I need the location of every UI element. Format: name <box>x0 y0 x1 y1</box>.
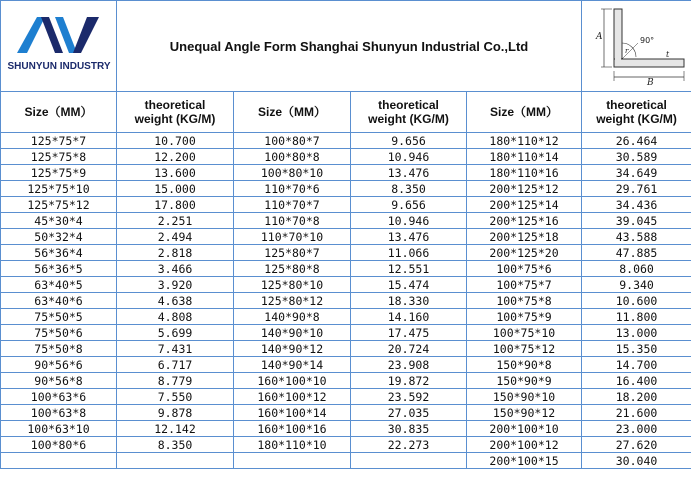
size-cell: 45*30*4 <box>1 213 117 229</box>
column-header-row <box>1 92 691 133</box>
weight-cell: 23.000 <box>582 421 691 437</box>
weight-cell: 29.761 <box>582 181 691 197</box>
table-row <box>1 245 691 261</box>
table-row <box>1 341 691 357</box>
weight-cell: 17.800 <box>117 197 234 213</box>
table-row <box>1 405 691 421</box>
weight-cell: 30.040 <box>582 453 691 469</box>
size-cell: 140*90*12 <box>234 341 351 357</box>
size-cell: 180*110*12 <box>467 133 582 149</box>
size-cell: 125*75*7 <box>1 133 117 149</box>
weight-cell: 43.588 <box>582 229 691 245</box>
weight-cell: 27.620 <box>582 437 691 453</box>
weight-cell: 4.638 <box>117 293 234 309</box>
weight-cell: 14.160 <box>351 309 467 325</box>
size-cell: 110*70*6 <box>234 181 351 197</box>
weight-cell: 18.330 <box>351 293 467 309</box>
size-cell <box>1 453 117 469</box>
table-row <box>1 149 691 165</box>
size-cell: 180*110*16 <box>467 165 582 181</box>
size-cell: 100*75*10 <box>467 325 582 341</box>
size-cell: 100*63*8 <box>1 405 117 421</box>
size-cell: 90*56*6 <box>1 357 117 373</box>
size-cell: 100*80*6 <box>1 437 117 453</box>
size-cell: 110*70*7 <box>234 197 351 213</box>
size-cell: 125*75*9 <box>1 165 117 181</box>
size-cell: 200*100*15 <box>467 453 582 469</box>
weight-cell: 10.946 <box>351 213 467 229</box>
size-cell: 150*90*10 <box>467 389 582 405</box>
weight-cell: 3.466 <box>117 261 234 277</box>
weight-cell: 5.699 <box>117 325 234 341</box>
size-cell: 110*70*8 <box>234 213 351 229</box>
weight-cell: 21.600 <box>582 405 691 421</box>
weight-header: theoretical weight (KG/M) <box>117 92 234 133</box>
weight-cell: 9.656 <box>351 133 467 149</box>
weight-cell: 2.818 <box>117 245 234 261</box>
size-cell: 160*100*12 <box>234 389 351 405</box>
size-cell: 100*75*12 <box>467 341 582 357</box>
weight-cell: 4.808 <box>117 309 234 325</box>
size-cell: 125*80*12 <box>234 293 351 309</box>
size-cell: 75*50*6 <box>1 325 117 341</box>
weight-cell: 34.649 <box>582 165 691 181</box>
size-header: Size（MM） <box>1 92 117 133</box>
weight-cell: 3.920 <box>117 277 234 293</box>
weight-header: theoretical weight (KG/M) <box>582 92 691 133</box>
weight-cell: 39.045 <box>582 213 691 229</box>
weight-cell: 10.946 <box>351 149 467 165</box>
logo-text: SHUNYUN INDUSTRY <box>7 61 111 72</box>
dim-b-label: B <box>647 78 654 87</box>
size-cell: 200*100*12 <box>467 437 582 453</box>
angle-label: 90° <box>640 36 655 45</box>
size-cell: 63*40*6 <box>1 293 117 309</box>
size-cell <box>234 453 351 469</box>
weight-cell: 19.872 <box>351 373 467 389</box>
table-row <box>1 357 691 373</box>
table-row <box>1 133 691 149</box>
weight-cell: 13.000 <box>582 325 691 341</box>
weight-cell: 10.600 <box>582 293 691 309</box>
weight-cell: 26.464 <box>582 133 691 149</box>
table-row <box>1 421 691 437</box>
size-cell: 125*80*10 <box>234 277 351 293</box>
size-cell: 200*125*14 <box>467 197 582 213</box>
size-cell: 200*125*20 <box>467 245 582 261</box>
shunyun-logo-icon <box>1 3 117 89</box>
size-cell: 63*40*5 <box>1 277 117 293</box>
weight-cell: 6.717 <box>117 357 234 373</box>
table-row <box>1 277 691 293</box>
size-cell: 75*50*5 <box>1 309 117 325</box>
weight-cell: 47.885 <box>582 245 691 261</box>
size-cell: 100*63*10 <box>1 421 117 437</box>
size-cell: 160*100*14 <box>234 405 351 421</box>
weight-cell <box>351 453 467 469</box>
weight-cell: 30.589 <box>582 149 691 165</box>
table-row <box>1 261 691 277</box>
size-cell: 56*36*4 <box>1 245 117 261</box>
weight-cell: 8.350 <box>117 437 234 453</box>
table-row <box>1 453 691 469</box>
size-cell: 56*36*5 <box>1 261 117 277</box>
weight-cell: 30.835 <box>351 421 467 437</box>
size-cell: 200*125*16 <box>467 213 582 229</box>
weight-cell: 7.431 <box>117 341 234 357</box>
weight-cell: 2.251 <box>117 213 234 229</box>
size-cell: 100*63*6 <box>1 389 117 405</box>
size-cell: 200*125*18 <box>467 229 582 245</box>
weight-cell: 34.436 <box>582 197 691 213</box>
table-row <box>1 325 691 341</box>
weight-cell: 15.350 <box>582 341 691 357</box>
size-cell: 125*80*7 <box>234 245 351 261</box>
size-cell: 125*80*8 <box>234 261 351 277</box>
weight-cell: 17.475 <box>351 325 467 341</box>
weight-cell: 8.060 <box>582 261 691 277</box>
weight-cell: 27.035 <box>351 405 467 421</box>
weight-cell: 11.800 <box>582 309 691 325</box>
weight-cell <box>117 453 234 469</box>
weight-header: theoretical weight (KG/M) <box>351 92 467 133</box>
weight-cell: 12.142 <box>117 421 234 437</box>
size-cell: 100*75*9 <box>467 309 582 325</box>
size-cell: 125*75*8 <box>1 149 117 165</box>
weight-cell: 8.779 <box>117 373 234 389</box>
table-row <box>1 213 691 229</box>
size-cell: 100*75*8 <box>467 293 582 309</box>
size-cell: 160*100*16 <box>234 421 351 437</box>
weight-cell: 18.200 <box>582 389 691 405</box>
weight-cell: 15.000 <box>117 181 234 197</box>
weight-cell: 15.474 <box>351 277 467 293</box>
weight-cell: 10.700 <box>117 133 234 149</box>
weight-cell: 12.200 <box>117 149 234 165</box>
size-cell: 160*100*10 <box>234 373 351 389</box>
weight-cell: 9.878 <box>117 405 234 421</box>
weight-cell: 13.600 <box>117 165 234 181</box>
weight-cell: 9.656 <box>351 197 467 213</box>
table-row <box>1 197 691 213</box>
size-cell: 200*125*12 <box>467 181 582 197</box>
table-row <box>1 293 691 309</box>
weight-cell: 7.550 <box>117 389 234 405</box>
angle-diagram <box>582 1 691 92</box>
header-row <box>1 1 691 92</box>
size-cell: 75*50*8 <box>1 341 117 357</box>
table-row <box>1 437 691 453</box>
weight-cell: 9.340 <box>582 277 691 293</box>
weight-cell: 13.476 <box>351 229 467 245</box>
size-cell: 50*32*4 <box>1 229 117 245</box>
logo <box>1 1 117 92</box>
dim-r-label: r <box>625 47 629 55</box>
size-cell: 140*90*14 <box>234 357 351 373</box>
size-cell: 100*75*7 <box>467 277 582 293</box>
weight-cell: 12.551 <box>351 261 467 277</box>
dim-a-label: A <box>596 32 603 42</box>
page-title: Unequal Angle Form Shanghai Shunyun Industrial Co.,Ltd <box>117 1 582 92</box>
size-header: Size（MM） <box>467 92 582 133</box>
weight-cell: 8.350 <box>351 181 467 197</box>
size-cell: 100*80*8 <box>234 149 351 165</box>
size-cell: 200*100*10 <box>467 421 582 437</box>
table-row <box>1 373 691 389</box>
size-cell: 125*75*10 <box>1 181 117 197</box>
table-row <box>1 181 691 197</box>
size-cell: 140*90*8 <box>234 309 351 325</box>
weight-cell: 16.400 <box>582 373 691 389</box>
size-cell: 90*56*8 <box>1 373 117 389</box>
angle-section-diagram-icon <box>582 1 691 87</box>
size-cell: 125*75*12 <box>1 197 117 213</box>
weight-cell: 23.908 <box>351 357 467 373</box>
size-cell: 100*80*10 <box>234 165 351 181</box>
size-cell: 100*75*6 <box>467 261 582 277</box>
table-row <box>1 165 691 181</box>
size-cell: 180*110*10 <box>234 437 351 453</box>
size-cell: 100*80*7 <box>234 133 351 149</box>
table-row <box>1 389 691 405</box>
size-header: Size（MM） <box>234 92 351 133</box>
weight-cell: 13.476 <box>351 165 467 181</box>
size-cell: 150*90*12 <box>467 405 582 421</box>
size-cell: 180*110*14 <box>467 149 582 165</box>
dim-t-label: t <box>666 50 670 59</box>
weight-cell: 14.700 <box>582 357 691 373</box>
table-row <box>1 309 691 325</box>
weight-cell: 23.592 <box>351 389 467 405</box>
size-cell: 150*90*9 <box>467 373 582 389</box>
size-cell: 110*70*10 <box>234 229 351 245</box>
weight-cell: 11.066 <box>351 245 467 261</box>
size-cell: 150*90*8 <box>467 357 582 373</box>
weight-cell: 20.724 <box>351 341 467 357</box>
size-cell: 140*90*10 <box>234 325 351 341</box>
table-row <box>1 229 691 245</box>
weight-cell: 2.494 <box>117 229 234 245</box>
weight-cell: 22.273 <box>351 437 467 453</box>
